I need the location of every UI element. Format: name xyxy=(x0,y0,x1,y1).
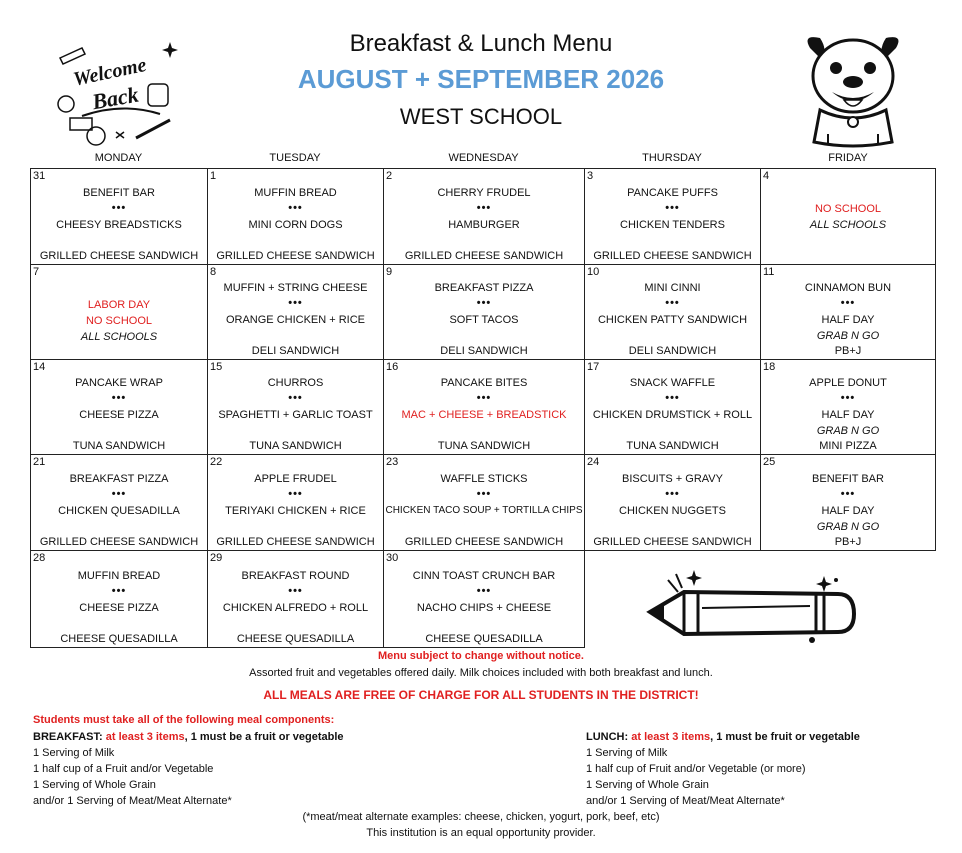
alternate-item: GRILLED CHEESE SANDWICH xyxy=(216,536,375,548)
date-number: 23 xyxy=(386,456,399,468)
breakfast-item: CINN TOAST CRUNCH BAR xyxy=(412,570,556,582)
day-cell xyxy=(30,550,208,648)
separator-dots: ••• xyxy=(665,488,680,500)
day-header-thursday: THURSDAY xyxy=(642,152,702,164)
breakfast-item: MUFFIN + STRING CHEESE xyxy=(223,282,368,294)
free-meals-banner: ALL MEALS ARE FREE OF CHARGE FOR ALL STUDENTS IN THE DISTRICT! xyxy=(263,688,699,702)
breakfast-item: MUFFIN BREAD xyxy=(254,187,337,199)
separator-dots: ••• xyxy=(476,488,492,500)
separator-dots: ••• xyxy=(840,488,856,500)
lunch-item: CHICKEN PATTY SANDWICH xyxy=(597,314,748,326)
day-header-wednesday: WEDNESDAY xyxy=(448,152,519,164)
date-number: 31 xyxy=(33,170,46,182)
alternate-item: TUNA SANDWICH xyxy=(249,440,342,452)
date-number: 25 xyxy=(763,456,776,468)
pencil-illustration xyxy=(640,568,870,648)
separator-dots: ••• xyxy=(840,297,856,309)
date-number: 28 xyxy=(33,552,46,564)
lunch-requirement xyxy=(586,731,860,743)
day-cell xyxy=(207,454,384,551)
lunch-item: CHEESE PIZZA xyxy=(79,602,159,614)
lunch-item: CHICKEN QUESADILLA xyxy=(58,505,180,517)
day-cell xyxy=(760,168,936,265)
lunch-item: CHICKEN TACO SOUP + TORTILLA CHIPS xyxy=(385,505,583,516)
change-notice: Menu subject to change without notice. xyxy=(378,650,584,662)
all-schools-note: ALL SCHOOLS xyxy=(809,219,887,231)
lunch-item: CHICKEN TENDERS xyxy=(620,219,725,231)
date-number: 21 xyxy=(33,456,46,468)
date-number: 16 xyxy=(386,361,399,373)
date-number: 17 xyxy=(587,361,600,373)
lunch-component: 1 Serving of Milk xyxy=(586,747,668,759)
date-number: 15 xyxy=(210,361,223,373)
day-cell xyxy=(30,359,208,455)
lunch-item: MINI PIZZA xyxy=(819,440,877,452)
alternate-item: TUNA SANDWICH xyxy=(626,440,719,452)
breakfast-item: APPLE FRUDEL xyxy=(254,473,337,485)
lunch-item: CHICKEN NUGGETS xyxy=(619,505,726,517)
all-schools-note: ALL SCHOOLS xyxy=(80,331,158,343)
lunch-item: PB+J xyxy=(834,345,862,357)
alternate-item: GRILLED CHEESE SANDWICH xyxy=(404,536,564,548)
breakfast-component: 1 Serving of Milk xyxy=(33,747,115,759)
breakfast-label: BREAKFAST: xyxy=(33,731,103,743)
page-title: Breakfast & Lunch Menu xyxy=(349,30,613,57)
separator-dots: ••• xyxy=(288,202,303,214)
welcome-back-logo xyxy=(52,38,184,148)
no-school-notice: NO SCHOOL xyxy=(814,203,881,215)
separator-dots: ••• xyxy=(288,585,303,597)
date-number: 10 xyxy=(587,266,600,278)
sparkle-icon xyxy=(162,42,178,58)
grab-n-go-note: GRAB N GO xyxy=(816,330,880,342)
date-number: 22 xyxy=(210,456,223,468)
day-cell xyxy=(383,454,585,551)
day-cell xyxy=(207,264,384,360)
separator-dots: ••• xyxy=(476,585,492,597)
date-number: 14 xyxy=(33,361,46,373)
day-cell xyxy=(30,264,208,360)
half-day-note: HALF DAY xyxy=(821,409,875,421)
lunch-label: LUNCH: xyxy=(586,731,629,743)
breakfast-item: BISCUITS + GRAVY xyxy=(622,473,723,485)
ruler-icon xyxy=(136,120,170,138)
separator-dots: ••• xyxy=(288,488,303,500)
globe-icon xyxy=(87,127,105,145)
day-cell xyxy=(584,168,761,265)
alternate-item: GRILLED CHEESE SANDWICH xyxy=(39,536,199,548)
apple-icon xyxy=(58,96,74,112)
breakfast-item: BREAKFAST ROUND xyxy=(241,570,350,582)
lunch-item: TERIYAKI CHICKEN + RICE xyxy=(225,505,366,517)
day-cell xyxy=(207,359,384,455)
day-cell xyxy=(30,454,208,551)
day-cell xyxy=(760,264,936,360)
alternate-item: DELI SANDWICH xyxy=(628,345,717,357)
school-name: WEST SCHOOL xyxy=(399,104,563,129)
half-day-note: HALF DAY xyxy=(821,314,875,326)
day-cell xyxy=(30,168,208,265)
lunch-min-items: at least 3 items xyxy=(631,731,711,743)
lunch-item: MAC + CHEESE + BREADSTICK xyxy=(401,409,567,421)
date-number: 4 xyxy=(763,170,770,182)
breakfast-item: MUFFIN BREAD xyxy=(77,570,161,582)
separator-dots: ••• xyxy=(111,585,127,597)
menu-period: AUGUST + SEPTEMBER 2026 xyxy=(297,64,665,94)
breakfast-item: CINNAMON BUN xyxy=(804,282,892,294)
lunch-component: and/or 1 Serving of Meat/Meat Alternate* xyxy=(586,795,785,807)
grab-n-go-note: GRAB N GO xyxy=(816,425,880,437)
alternate-item: GRILLED CHEESE SANDWICH xyxy=(39,250,199,262)
day-cell xyxy=(207,168,384,265)
date-number: 18 xyxy=(763,361,776,373)
date-number: 3 xyxy=(587,170,594,182)
lunch-item: PB+J xyxy=(834,536,862,548)
breakfast-component: and/or 1 Serving of Meat/Meat Alternate* xyxy=(33,795,232,807)
breakfast-item: CHERRY FRUDEL xyxy=(437,187,531,199)
lunch-item: HAMBURGER xyxy=(448,219,520,231)
lunch-item: CHICKEN ALFREDO + ROLL xyxy=(222,602,369,614)
holiday-name: LABOR DAY xyxy=(87,299,151,311)
day-cell xyxy=(584,264,761,360)
alternate-item: DELI SANDWICH xyxy=(440,345,528,357)
breakfast-item: APPLE DONUT xyxy=(809,377,887,389)
date-number: 8 xyxy=(210,266,217,278)
separator-dots: ••• xyxy=(840,392,856,404)
lunch-item: SOFT TACOS xyxy=(449,314,519,326)
lunch-item: CHICKEN DRUMSTICK + ROLL xyxy=(592,409,753,421)
date-number: 30 xyxy=(386,552,399,564)
breakfast-item: PANCAKE PUFFS xyxy=(627,187,718,199)
breakfast-item: WAFFLE STICKS xyxy=(440,473,528,485)
books-icon xyxy=(70,118,92,130)
date-number: 11 xyxy=(763,266,775,278)
day-cell xyxy=(760,359,936,455)
separator-dots: ••• xyxy=(476,392,492,404)
day-header-friday: FRIDAY xyxy=(828,152,868,164)
breakfast-rule: , 1 must be a fruit or vegetable xyxy=(184,731,344,743)
separator-dots: ••• xyxy=(665,392,680,404)
date-number: 7 xyxy=(33,266,40,278)
separator-dots: ••• xyxy=(665,297,680,309)
alternate-item: GRILLED CHEESE SANDWICH xyxy=(216,250,375,262)
lunch-item: MINI CORN DOGS xyxy=(248,219,343,231)
sparkle-icon xyxy=(816,576,832,592)
lunch-item: CHEESE PIZZA xyxy=(79,409,159,421)
breakfast-requirement xyxy=(33,731,344,743)
date-number: 24 xyxy=(587,456,600,468)
alternate-item: TUNA SANDWICH xyxy=(437,440,531,452)
alternate-item: CHEESE QUESADILLA xyxy=(60,633,178,645)
svg-text:Back: Back xyxy=(90,81,141,115)
breakfast-item: BREAKFAST PIZZA xyxy=(69,473,169,485)
lunch-item: NACHO CHIPS + CHEESE xyxy=(416,602,552,614)
alternate-item: GRILLED CHEESE SANDWICH xyxy=(593,250,752,262)
breakfast-item: SNACK WAFFLE xyxy=(629,377,716,389)
breakfast-item: BREAKFAST PIZZA xyxy=(434,282,534,294)
date-number: 29 xyxy=(210,552,223,564)
breakfast-item: MINI CINNI xyxy=(644,282,701,294)
separator-dots: ••• xyxy=(476,202,492,214)
grab-n-go-note: GRAB N GO xyxy=(816,521,880,533)
separator-dots: ••• xyxy=(111,392,127,404)
half-day-note: HALF DAY xyxy=(821,505,875,517)
bulldog-mascot xyxy=(798,30,908,150)
date-number: 9 xyxy=(386,266,393,278)
logo-text: Welcome xyxy=(71,53,149,91)
date-number: 2 xyxy=(386,170,393,182)
day-cell xyxy=(383,359,585,455)
alternate-item: CHEESE QUESADILLA xyxy=(236,633,355,645)
day-header-monday: MONDAY xyxy=(94,152,143,164)
backpack-icon xyxy=(148,84,168,106)
breakfast-item: BENEFIT BAR xyxy=(812,473,884,485)
pencil-icon xyxy=(60,48,85,64)
day-header-tuesday: TUESDAY xyxy=(269,152,321,164)
day-cell xyxy=(383,168,585,265)
meat-alternate-examples: (*meat/meat alternate examples: cheese, chicken, yogurt, pork, beef, etc) xyxy=(302,811,660,823)
lunch-rule: , 1 must be fruit or vegetable xyxy=(710,731,860,743)
breakfast-component: 1 half cup of a Fruit and/or Vegetable xyxy=(33,763,214,775)
breakfast-min-items: at least 3 items xyxy=(105,731,185,743)
separator-dots: ••• xyxy=(111,202,127,214)
components-title: Students must take all of the following meal components: xyxy=(33,714,335,726)
assorted-note: Assorted fruit and vegetables offered daily. Milk choices included with both breakfast and lunch. xyxy=(249,667,713,679)
lunch-component: 1 half cup of Fruit and/or Vegetable (or more) xyxy=(586,763,806,775)
breakfast-item: PANCAKE BITES xyxy=(440,377,528,389)
day-cell xyxy=(383,264,585,360)
alternate-item: GRILLED CHEESE SANDWICH xyxy=(593,536,752,548)
separator-dots: ••• xyxy=(665,202,680,214)
lunch-component: 1 Serving of Whole Grain xyxy=(586,779,709,791)
breakfast-item: CHURROS xyxy=(267,377,324,389)
breakfast-component: 1 Serving of Whole Grain xyxy=(33,779,156,791)
alternate-item: GRILLED CHEESE SANDWICH xyxy=(404,250,564,262)
date-number: 1 xyxy=(210,170,217,182)
separator-dots: ••• xyxy=(476,297,492,309)
separator-dots: ••• xyxy=(288,392,303,404)
alternate-item: CHEESE QUESADILLA xyxy=(425,633,543,645)
sparkle-icon xyxy=(686,570,702,586)
equal-opportunity-statement: This institution is an equal opportunity provider. xyxy=(366,827,596,839)
scissors-icon xyxy=(116,132,124,138)
day-cell xyxy=(383,550,585,648)
day-cell xyxy=(584,359,761,455)
day-cell xyxy=(207,550,384,648)
lunch-item: SPAGHETTI + GARLIC TOAST xyxy=(218,409,373,421)
breakfast-item: BENEFIT BAR xyxy=(83,187,155,199)
separator-dots: ••• xyxy=(288,297,303,309)
alternate-item: TUNA SANDWICH xyxy=(72,440,166,452)
no-school-notice: NO SCHOOL xyxy=(85,315,152,327)
breakfast-item: PANCAKE WRAP xyxy=(75,377,163,389)
day-cell xyxy=(760,454,936,551)
day-cell xyxy=(584,454,761,551)
lunch-item: ORANGE CHICKEN + RICE xyxy=(225,314,366,326)
alternate-item: DELI SANDWICH xyxy=(251,345,340,357)
separator-dots: ••• xyxy=(111,488,127,500)
lunch-item: CHEESY BREADSTICKS xyxy=(56,219,182,231)
